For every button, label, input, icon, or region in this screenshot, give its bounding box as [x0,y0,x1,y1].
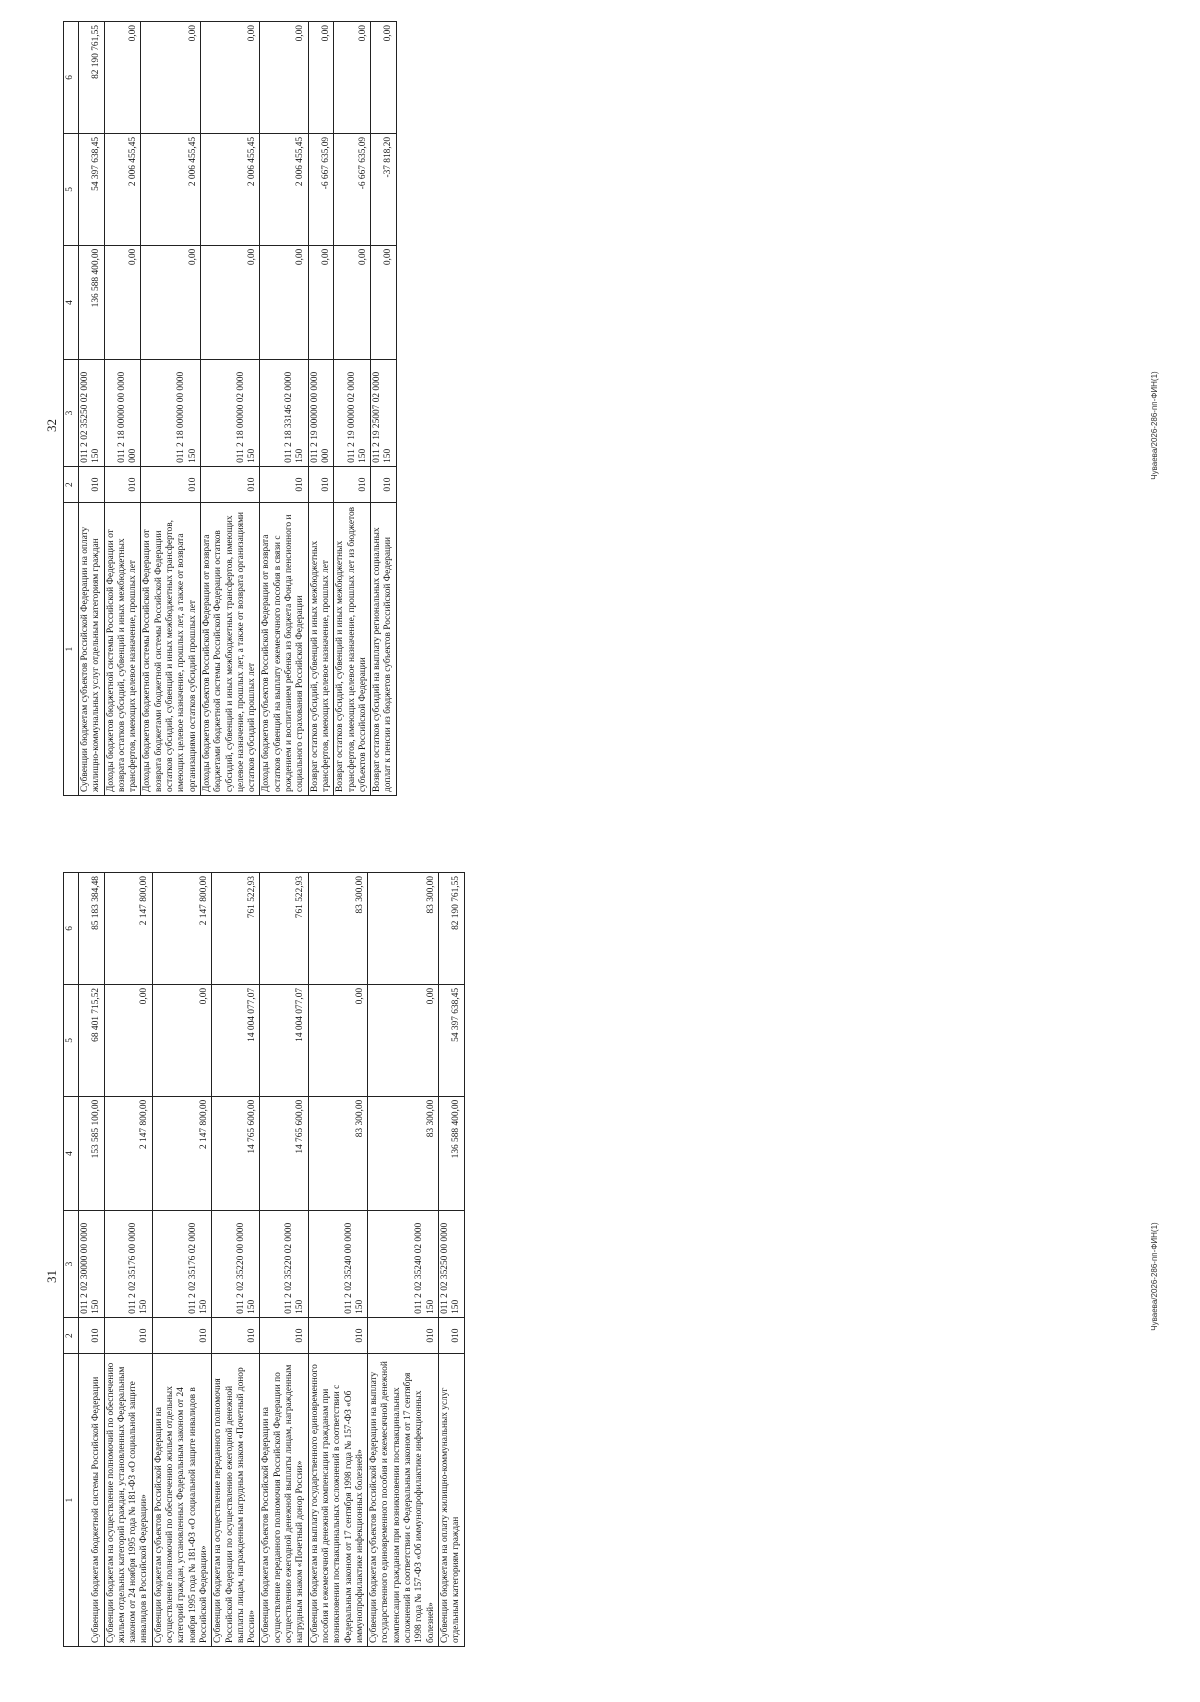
name-cell: Возврат остатков субсидий, субвенций и иных межбюджетных трансфертов, имеющих целевое назначение, прошлых лет [308,503,334,796]
page-number: 31 [44,1270,59,1283]
document-footer: Чуваева/2026-286-пп-ФИН(1) [1150,1222,1159,1331]
executed-amount-cell: 0,00 [368,984,439,1096]
unexecuted-amount-cell: 761 522,93 [260,873,308,985]
column-2-code-cell: 010 [79,1317,105,1353]
name-cell: Возврат остатков субсидий, субвенций и иных межбюджетных трансфертов, имеющих целевое назначение, прошлых лет из бюджетов субъектов Российской Федерации [334,503,371,796]
executed-amount-cell: 54 397 638,45 [438,984,464,1096]
column-2-code-cell: 010 [438,1317,464,1353]
name-cell: Субвенции бюджетам бюджетной системы Российской Федерации [79,1354,105,1647]
unexecuted-amount-cell: 0,00 [334,22,371,134]
executed-amount-cell: 0,00 [152,984,211,1096]
unexecuted-amount-cell: 82 190 761,55 [79,22,105,134]
column-number: 6 [64,22,79,134]
name-cell: Доходы бюджетов бюджетной системы Российской Федерации от возврата бюджетами бюджетной системы Российской Федерации остатков субсидий, субвенций и иных межбюджетных трансфертов, имеющих целевое назначение, прошлых лет, а также от возврата организациями остатков субсидий прошлых лет [141,503,200,796]
table-row [308,22,334,796]
executed-amount-cell: 14 004 077,07 [260,984,308,1096]
column-number: 2 [64,1317,79,1353]
name-cell: Доходы бюджетов субъектов Российской Федерации от возврата остатков субвенций на выплату ежемесячного пособия в связи с рождением и воспитанием ребенка из бюджета Фонда пенсионного и социального страхования Российской Федерации [260,503,308,796]
budget-classification-code-cell: 011 2 02 30000 00 0000 150 [79,1211,105,1318]
table-row [79,22,105,796]
budget-classification-code-cell: 011 2 02 35220 00 0000 150 [212,1211,260,1318]
budget-classification-code-cell: 011 2 02 35176 00 0000 150 [104,1211,152,1318]
budget-table [63,872,465,1647]
budget-classification-code-cell: 011 2 19 25007 02 0000 150 [371,360,397,467]
executed-amount-cell: 2 006 455,45 [141,133,200,245]
budget-classification-code-cell: 011 2 02 35176 02 0000 150 [152,1211,211,1318]
executed-amount-cell: 0,00 [104,984,152,1096]
name-cell: Возврат остатков субсидий на выплату региональных социальных доплат к пенсии из бюджетов субъектов Российской Федерации [371,503,397,796]
approved-amount-cell: 136 588 400,00 [438,1096,464,1210]
column-2-code-cell: 010 [308,1317,367,1353]
table-row [260,873,308,1647]
executed-amount-cell: -6 667 635,09 [308,133,334,245]
page-31 [0,851,1200,1702]
column-number: 3 [64,360,79,467]
budget-classification-code-cell: 011 2 19 00000 02 0000 150 [334,360,371,467]
budget-classification-code-cell: 011 2 18 00000 00 0000 000 [104,360,141,467]
table-row [438,873,464,1647]
name-cell: Субвенции бюджетам на оплату жилищно-коммунальных услуг отдельным категориям граждан [438,1354,464,1647]
name-cell: Доходы бюджетов бюджетной системы Российской Федерации от возврата остатков субсидий, субвенций и иных межбюджетных трансфертов, имеющих целевое назначение, прошлых лет [104,503,141,796]
name-cell: Доходы бюджетов субъектов Российской Федерации от возврата бюджетами бюджетной системы Российской Федерации остатков субсидий, субвенций и иных межбюджетных трансфертов, имеющих целевое назначение, прошлых лет, а также от возврата организациями остатков субсидий прошлых лет [200,503,259,796]
column-2-code-cell: 010 [260,1317,308,1353]
unexecuted-amount-cell: 0,00 [104,22,141,134]
executed-amount-cell: 2 006 455,45 [260,133,308,245]
document-footer: Чуваева/2026-286-пп-ФИН(1) [1150,371,1159,480]
budget-classification-code-cell: 011 2 02 35250 02 0000 150 [79,360,105,467]
approved-amount-cell: 0,00 [308,245,334,359]
budget-classification-code-cell: 011 2 18 00000 00 0000 150 [141,360,200,467]
approved-amount-cell: 83 300,00 [368,1096,439,1210]
executed-amount-cell: 14 004 077,07 [212,984,260,1096]
approved-amount-cell: 0,00 [104,245,141,359]
budget-classification-code-cell: 011 2 02 35220 02 0000 150 [260,1211,308,1318]
unexecuted-amount-cell: 0,00 [141,22,200,134]
table-row [79,873,105,1647]
approved-amount-cell: 136 588 400,00 [79,245,105,359]
executed-amount-cell: 68 401 715,52 [79,984,105,1096]
table-row [104,873,152,1647]
unexecuted-amount-cell: 0,00 [200,22,259,134]
page-number: 32 [44,419,59,432]
budget-classification-code-cell: 011 2 18 33146 02 0000 150 [260,360,308,467]
unexecuted-amount-cell: 85 183 384,48 [79,873,105,985]
table-row [368,873,439,1647]
name-cell: Субвенции бюджетам субъектов Российской Федерации на осуществление полномочий по обеспечению жильем отдельных категорий граждан, установленных Федеральным законом от 24 ноября 1995 года № 181-ФЗ «О социальной защите инвалидов в Российской Федерации» [152,1354,211,1647]
rotated-page-content [0,851,1200,1702]
table-row [152,873,211,1647]
column-number: 4 [64,1096,79,1210]
executed-amount-cell: 2 006 455,45 [104,133,141,245]
column-2-code-cell: 010 [141,466,200,502]
unexecuted-amount-cell: 82 190 761,55 [438,873,464,985]
column-number: 1 [64,1354,79,1647]
name-cell: Субвенции бюджетам субъектов Российской Федерации на выплату государственного единовременного пособия и ежемесячной денежной компенсации гражданам при возникновении поствакцинальных осложнений в соответствии с Федеральным законом от 17 сентября 1998 года № 157-ФЗ «Об иммунопрофилактике инфекционных болезней» [368,1354,439,1647]
approved-amount-cell: 0,00 [200,245,259,359]
unexecuted-amount-cell: 2 147 800,00 [152,873,211,985]
table-row [104,22,141,796]
column-2-code-cell: 010 [79,466,105,502]
approved-amount-cell: 83 300,00 [308,1096,367,1210]
approved-amount-cell: 14 765 600,00 [260,1096,308,1210]
column-2-code-cell: 010 [104,1317,152,1353]
unexecuted-amount-cell: 83 300,00 [308,873,367,985]
executed-amount-cell: 0,00 [308,984,367,1096]
name-cell: Субвенции бюджетам на осуществление полномочий по обеспечению жильем отдельных категорий граждан, установленных Федеральным законом от 24 ноября 1995 года № 181-ФЗ «О социальной защите инвалидов в Российской Федерации» [104,1354,152,1647]
approved-amount-cell: 0,00 [371,245,397,359]
unexecuted-amount-cell: 2 147 800,00 [104,873,152,985]
name-cell: Субвенции бюджетам субъектов Российской Федерации на оплату жилищно-коммунальных услуг отдельным категориям граждан [79,503,105,796]
approved-amount-cell: 14 765 600,00 [212,1096,260,1210]
table-row [371,22,397,796]
column-number-row [64,873,79,1647]
column-2-code-cell: 010 [368,1317,439,1353]
name-cell: Субвенции бюджетам субъектов Российской Федерации на осуществление переданного полномочия Российской Федерации по осуществлению ежегодной денежной выплаты лицам, награжденным нагрудным знаком «Почетный донор России» [260,1354,308,1647]
column-2-code-cell: 010 [200,466,259,502]
column-2-code-cell: 010 [104,466,141,502]
approved-amount-cell: 2 147 800,00 [104,1096,152,1210]
column-2-code-cell: 010 [152,1317,211,1353]
column-number: 3 [64,1211,79,1318]
column-2-code-cell: 010 [212,1317,260,1353]
budget-table [63,21,397,796]
column-number: 5 [64,984,79,1096]
unexecuted-amount-cell: 0,00 [260,22,308,134]
unexecuted-amount-cell: 0,00 [371,22,397,134]
column-2-code-cell: 010 [308,466,334,502]
unexecuted-amount-cell: 761 522,93 [212,873,260,985]
executed-amount-cell: 2 006 455,45 [200,133,259,245]
executed-amount-cell: -6 667 635,09 [334,133,371,245]
column-number: 5 [64,133,79,245]
column-2-code-cell: 010 [334,466,371,502]
approved-amount-cell: 153 585 100,00 [79,1096,105,1210]
approved-amount-cell: 0,00 [260,245,308,359]
table-row [200,22,259,796]
executed-amount-cell: -37 818,20 [371,133,397,245]
budget-classification-code-cell: 011 2 02 35240 00 0000 150 [308,1211,367,1318]
column-2-code-cell: 010 [260,466,308,502]
budget-classification-code-cell: 011 2 19 00000 00 0000 000 [308,360,334,467]
budget-classification-code-cell: 011 2 02 35240 02 0000 150 [368,1211,439,1318]
table-row [260,22,308,796]
unexecuted-amount-cell: 0,00 [308,22,334,134]
approved-amount-cell: 0,00 [141,245,200,359]
table-row [308,873,367,1647]
approved-amount-cell: 0,00 [334,245,371,359]
column-number: 4 [64,245,79,359]
budget-classification-code-cell: 011 2 18 00000 02 0000 150 [200,360,259,467]
budget-classification-code-cell: 011 2 02 35250 00 0000 150 [438,1211,464,1318]
table-row [212,873,260,1647]
column-2-code-cell: 010 [371,466,397,502]
column-number: 6 [64,873,79,985]
column-number: 1 [64,503,79,796]
approved-amount-cell: 2 147 800,00 [152,1096,211,1210]
column-number-row [64,22,79,796]
table-row [141,22,200,796]
executed-amount-cell: 54 397 638,45 [79,133,105,245]
table-row [334,22,371,796]
name-cell: Субвенции бюджетам на осуществление переданного полномочия Российской Федерации по осуществлению ежегодной денежной выплаты лицам, награжденным нагрудным знаком «Почетный донор России» [212,1354,260,1647]
name-cell: Субвенции бюджетам на выплату государственного единовременного пособия и ежемесячной денежной компенсации гражданам при возникновении поствакцинальных осложнений в соответствии с Федеральным законом от 17 сентября 1998 года № 157-ФЗ «Об иммунопрофилактике инфекционных болезней» [308,1354,367,1647]
unexecuted-amount-cell: 83 300,00 [368,873,439,985]
column-number: 2 [64,466,79,502]
